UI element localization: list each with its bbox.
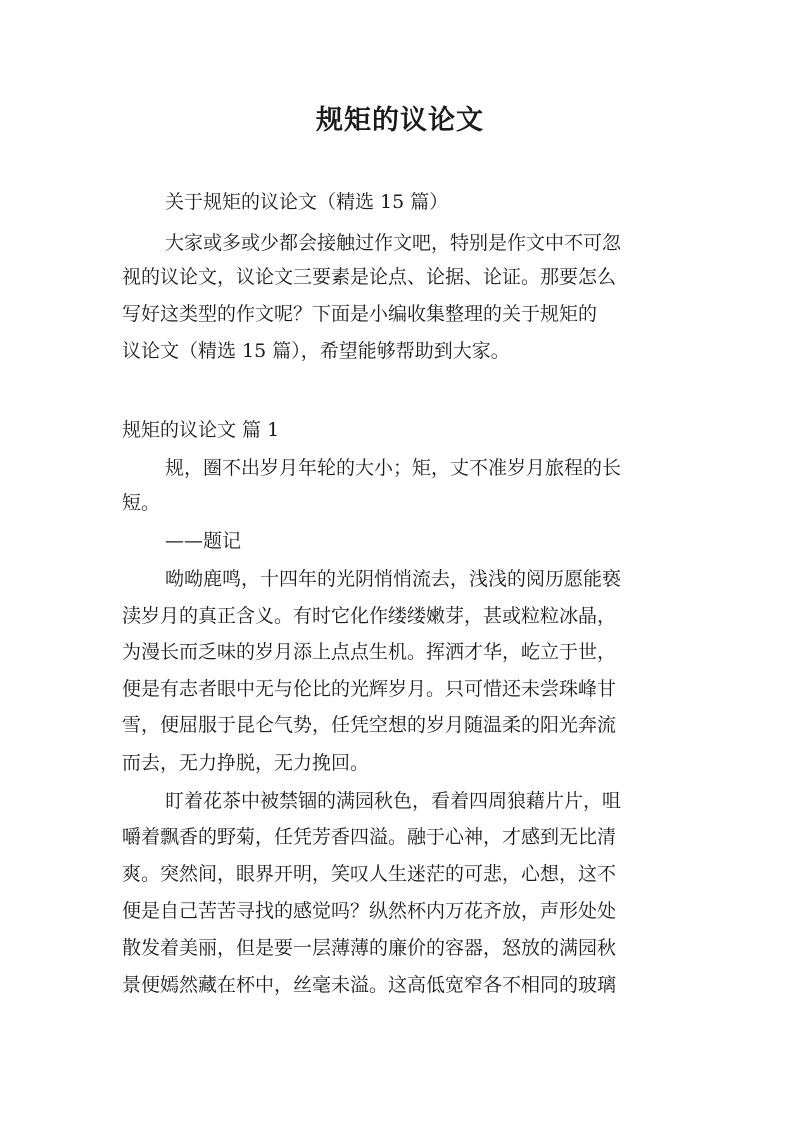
epigraph-attribution: ——题记	[165, 530, 242, 552]
body-line: 短。	[122, 492, 161, 514]
body-line: 嚼着飘香的野菊，任凭芳香四溢。融于心神，才感到无比清	[122, 826, 617, 848]
body-line: 而去，无力挣脱，无力挽回。	[122, 752, 370, 774]
body-line: 呦呦鹿鸣，十四年的光阴悄悄流去，浅浅的阅历愿能亵	[165, 568, 622, 590]
body-line: 盯着花茶中被禁锢的满园秋色，看着四周狼藉片片，咀	[165, 790, 622, 812]
intro-line: 视的议论文，议论文三要素是论点、论据、论证。那要怎么	[122, 266, 617, 288]
body-line: 景便嫣然藏在杯中，丝毫未溢。这高低宽窄各不相同的玻璃	[122, 974, 617, 996]
intro-line: 议论文（精选 15 篇），希望能够帮助到大家。	[122, 340, 510, 362]
section-heading: 规矩的议论文 篇 1	[122, 419, 280, 441]
document-subtitle: 关于规矩的议论文（精选 15 篇）	[165, 191, 449, 213]
intro-line: 写好这类型的作文呢？下面是小编收集整理的关于规矩的	[122, 303, 598, 325]
document-title: 规矩的议论文	[316, 105, 484, 136]
body-line: 雪，便屈服于昆仑气势，任凭空想的岁月随温柔的阳光奔流	[122, 714, 617, 736]
body-line: 渎岁月的真正含义。有时它化作缕缕嫩芽，甚或粒粒冰晶，	[122, 605, 617, 627]
body-line: 爽。突然间，眼界开明，笑叹人生迷茫的可悲，心想，这不	[122, 863, 617, 885]
body-line: 便是自己苦苦寻找的感觉吗？纵然杯内万花齐放，声形处处	[122, 900, 617, 922]
body-line: 为漫长而乏味的岁月添上点点生机。挥洒才华，屹立于世，	[122, 641, 617, 663]
intro-line: 大家或多或少都会接触过作文吧，特别是作文中不可忽	[165, 232, 622, 254]
body-line: 规，圈不出岁月年轮的大小；矩，丈不准岁月旅程的长	[165, 457, 622, 479]
body-line: 散发着美丽，但是要一层薄薄的廉价的容器，怒放的满园秋	[122, 937, 617, 959]
body-line: 便是有志者眼中无与伦比的光辉岁月。只可惜还未尝珠峰甘	[122, 678, 617, 700]
